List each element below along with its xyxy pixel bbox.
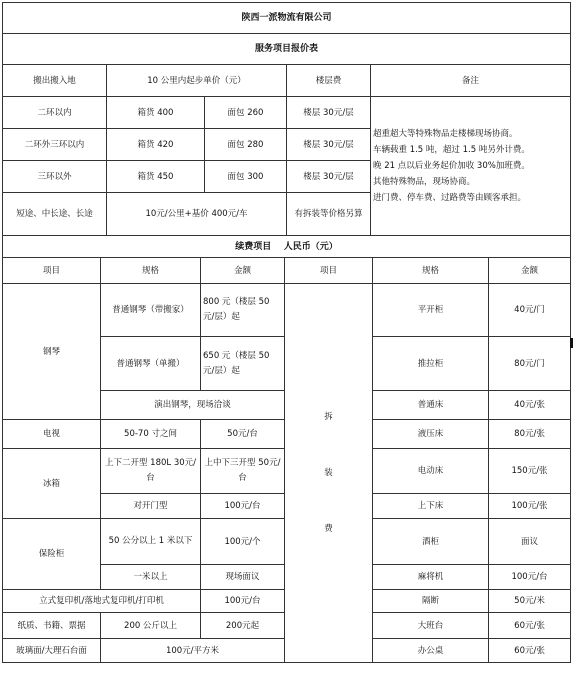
dismantle-spec: 电动床 <box>373 449 489 494</box>
floor-fee: 楼层 30元/层 <box>287 97 371 129</box>
section-title: 续费项目 <box>235 241 272 252</box>
safe-spec: 50 公分以上 1 米以下 <box>101 519 201 565</box>
company-title: 陕西一派物流有限公司 <box>3 3 571 34</box>
piano-item: 钢琴 <box>3 284 101 420</box>
van-price: 面包 260 <box>205 97 287 129</box>
note-line: 车辆载重 1.5 吨，超过 1.5 吨另外计费。 <box>373 145 530 155</box>
piano-spec: 普通钢琴（带搬家） <box>101 284 201 337</box>
area-cell: 二环外三环以内 <box>3 129 107 161</box>
header-area: 搬出搬入地 <box>3 65 107 97</box>
header-floor-fee: 楼层费 <box>287 65 371 97</box>
tv-item: 电视 <box>3 420 101 449</box>
floor-fee: 楼层 30元/层 <box>287 161 371 193</box>
box-price: 箱货 450 <box>107 161 205 193</box>
col-header-spec: 规格 <box>101 258 201 284</box>
dismantle-spec: 酒柜 <box>373 519 489 565</box>
safe-item: 保险柜 <box>3 519 101 590</box>
glass-item: 玻璃面/大理石台面 <box>3 639 101 663</box>
extra-section-title <box>3 236 571 258</box>
edge-marker <box>570 338 573 348</box>
col-header-item: 项目 <box>285 258 373 284</box>
floor-fee: 有拆装等价格另算 <box>287 193 371 236</box>
dismantle-char: 费 <box>324 524 333 534</box>
area-cell: 二环以内 <box>3 97 107 129</box>
notes-cell <box>371 97 571 236</box>
extra-table <box>2 235 571 663</box>
dismantle-amount: 150元/张 <box>489 449 571 494</box>
dismantle-spec: 大班台 <box>373 613 489 639</box>
paper-item: 纸质、书籍、票据 <box>3 613 101 639</box>
header-notes: 备注 <box>371 65 571 97</box>
fridge-spec: 上中下三开型 50元/台 <box>201 449 285 494</box>
copier-amount: 100元/台 <box>201 590 285 613</box>
dismantle-spec: 隔断 <box>373 590 489 613</box>
currency-label: 人民币（元） <box>283 241 338 252</box>
dismantle-spec: 平开柜 <box>373 284 489 337</box>
piano-amount: 650 元（楼层 50 元/层）起 <box>201 337 285 391</box>
dismantle-spec: 普通床 <box>373 391 489 420</box>
piano-amount: 800 元（楼层 50 元/层）起 <box>201 284 285 337</box>
col-header-amount: 金额 <box>201 258 285 284</box>
area-cell: 三环以外 <box>3 161 107 193</box>
tv-spec: 50-70 寸之间 <box>101 420 201 449</box>
box-price: 箱货 420 <box>107 129 205 161</box>
note-line: 超重超大等特殊物品走楼梯现场协商。 <box>373 129 518 139</box>
dismantle-item <box>285 284 373 663</box>
dismantle-amount: 面议 <box>489 519 571 565</box>
fridge-door-amount: 100元/台 <box>201 494 285 519</box>
safe-amount: 现场面议 <box>201 565 285 590</box>
copier-item: 立式复印机/落地式复印机/打印机 <box>3 590 201 613</box>
dismantle-char: 装 <box>324 468 333 478</box>
col-header-amount: 金额 <box>489 258 571 284</box>
table-subtitle: 服务项目报价表 <box>3 34 571 65</box>
dismantle-spec: 推拉柜 <box>373 337 489 391</box>
header-price: 10 公里内起步单价（元） <box>107 65 287 97</box>
paper-amount: 200元起 <box>201 613 285 639</box>
dismantle-amount: 50元/米 <box>489 590 571 613</box>
dismantle-amount: 80元/张 <box>489 420 571 449</box>
fridge-spec: 上下二开型 180L 30元/台 <box>101 449 201 494</box>
show-piano: 演出钢琴，现场洽谈 <box>101 391 285 420</box>
dismantle-amount: 80元/门 <box>489 337 571 391</box>
dismantle-amount: 60元/张 <box>489 639 571 663</box>
van-price: 面包 280 <box>205 129 287 161</box>
dismantle-spec: 液压床 <box>373 420 489 449</box>
van-price: 面包 300 <box>205 161 287 193</box>
col-header-spec: 规格 <box>373 258 489 284</box>
dismantle-spec: 麻将机 <box>373 565 489 590</box>
paper-spec: 200 公斤以上 <box>101 613 201 639</box>
dismantle-amount: 100元/台 <box>489 565 571 590</box>
dismantle-spec: 上下床 <box>373 494 489 519</box>
area-cell: 短途、中长途、长途 <box>3 193 107 236</box>
safe-amount: 100元/个 <box>201 519 285 565</box>
col-header-item: 项目 <box>3 258 101 284</box>
note-line: 其他特殊物品，现场协商。 <box>373 177 476 187</box>
dismantle-amount: 60元/张 <box>489 613 571 639</box>
dismantle-char: 拆 <box>324 412 333 422</box>
note-line: 进门费、停车费、过路费等由顾客承担。 <box>373 193 527 203</box>
dismantle-spec: 办公桌 <box>373 639 489 663</box>
fridge-door-spec: 对开门型 <box>101 494 201 519</box>
fridge-item: 冰箱 <box>3 449 101 519</box>
long-distance-price: 10元/公里+基价 400元/车 <box>107 193 287 236</box>
note-line: 晚 21 点以后业务起价加收 30%加班费。 <box>373 161 530 171</box>
glass-amount: 100元/平方米 <box>101 639 285 663</box>
dismantle-amount: 100元/张 <box>489 494 571 519</box>
quote-table <box>2 2 571 236</box>
floor-fee: 楼层 30元/层 <box>287 129 371 161</box>
dismantle-amount: 40元/门 <box>489 284 571 337</box>
tv-amount: 50元/台 <box>201 420 285 449</box>
safe-spec: 一米以上 <box>101 565 201 590</box>
dismantle-amount: 40元/张 <box>489 391 571 420</box>
piano-spec: 普通钢琴（单搬） <box>101 337 201 391</box>
box-price: 箱货 400 <box>107 97 205 129</box>
